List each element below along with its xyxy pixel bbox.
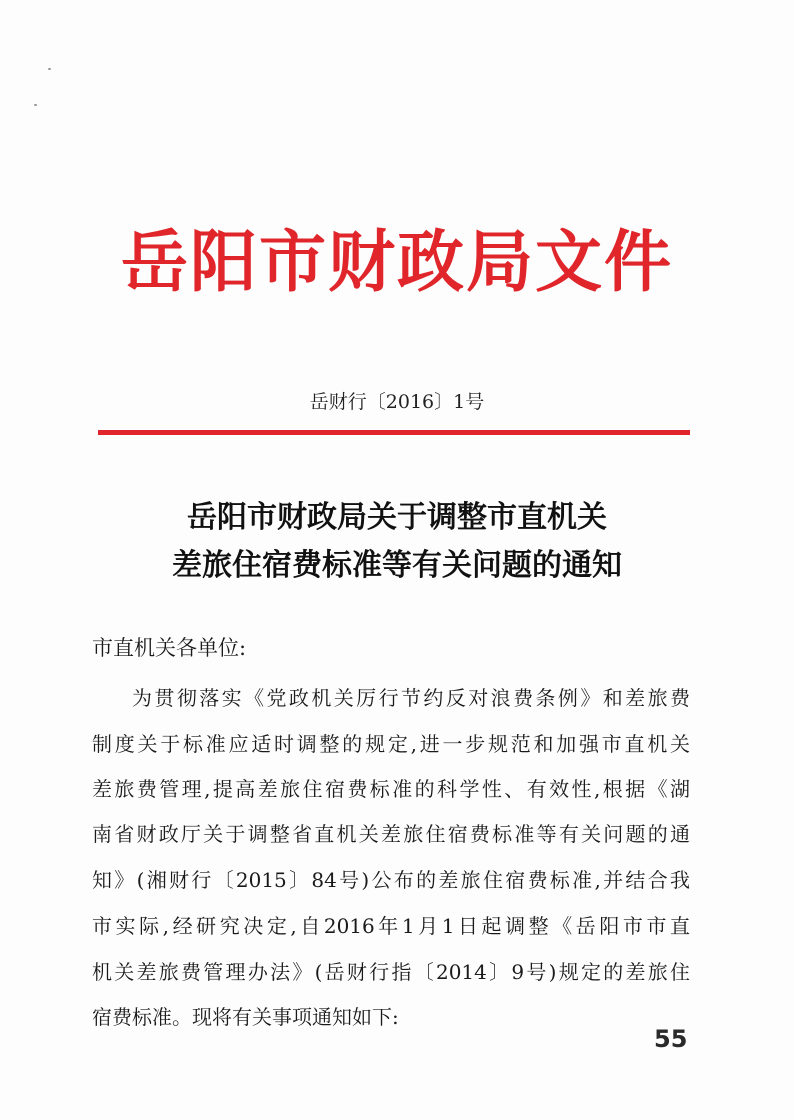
red-divider-line	[98, 430, 690, 435]
body-paragraph-line: 制度关于标准应适时调整的规定,进一步规范和加强市直机关	[92, 732, 690, 756]
body-paragraph-line: 差旅费管理,提高差旅住宿费标准的科学性、有效性,根据《湖	[92, 777, 690, 801]
scan-speck	[34, 104, 37, 106]
notice-title-line-1: 岳阳市财政局关于调整市直机关	[187, 500, 607, 535]
body-paragraph-line: 宿费标准。现将有关事项通知如下:	[92, 1005, 399, 1029]
body-paragraph-line: 市实际,经研究决定,自2016年1月1日起调整《岳阳市市直	[92, 914, 690, 938]
body-paragraph-line: 南省财政厅关于调整省直机关差旅住宿费标准等有关问题的通	[92, 822, 690, 846]
scan-speck	[48, 68, 51, 70]
body-paragraph-line: 机关差旅费管理办法》(岳财行指〔2014〕9号)规定的差旅住	[92, 960, 690, 984]
salutation: 市直机关各单位:	[92, 636, 247, 660]
document-number: 岳财行〔2016〕1号	[309, 391, 485, 413]
body-paragraph-line: 知》(湘财行〔2015〕84号)公布的差旅住宿费标准,并结合我	[92, 868, 690, 892]
masthead-title: 岳阳市财政局文件	[121, 223, 673, 301]
page-number: 55	[654, 1025, 688, 1053]
body-paragraph-line: 为贯彻落实《党政机关厉行节约反对浪费条例》和差旅费	[132, 686, 690, 710]
notice-title-line-2: 差旅住宿费标准等有关问题的通知	[172, 548, 622, 583]
